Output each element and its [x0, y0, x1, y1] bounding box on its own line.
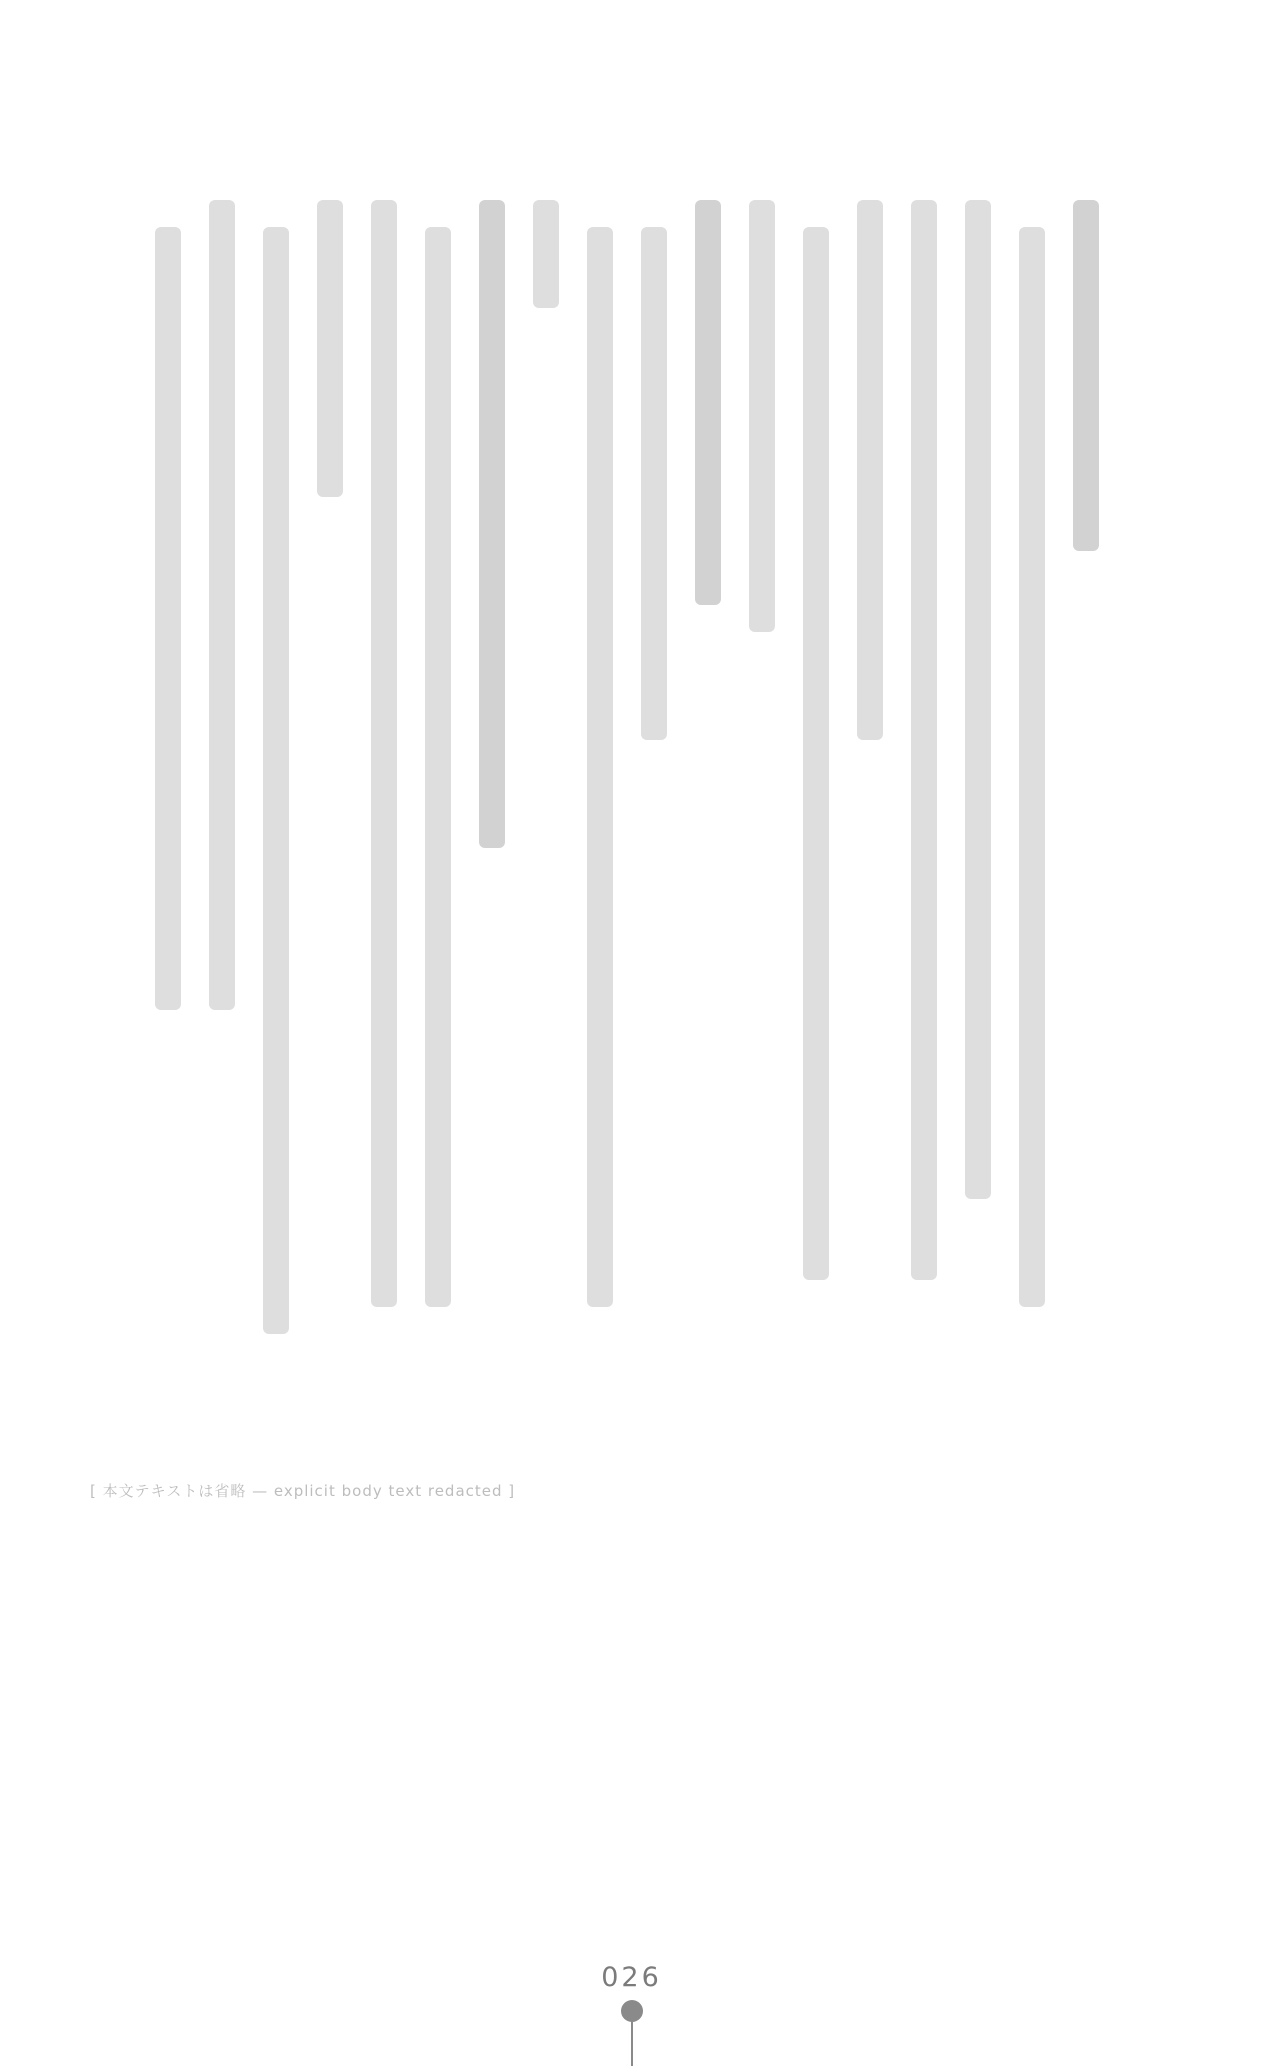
page-number: 026 [601, 1962, 662, 1993]
redacted-text-line [425, 227, 451, 1307]
redacted-text-line [371, 200, 397, 1307]
redacted-text-line [749, 200, 775, 632]
redacted-text-line [965, 200, 991, 1199]
redacted-text-line [155, 227, 181, 1010]
redacted-text-line [263, 227, 289, 1334]
redacted-text-line [911, 200, 937, 1280]
binding-ornament-line [631, 2020, 633, 2066]
redacted-text-line [1073, 200, 1099, 551]
redacted-text-line [533, 200, 559, 308]
redacted-text-line [1019, 227, 1045, 1307]
redacted-text-line [317, 200, 343, 497]
redacted-text-line [587, 227, 613, 1307]
redacted-text-line [641, 227, 667, 740]
redacted-text-line [479, 200, 505, 848]
redacted-text-line [209, 200, 235, 1010]
redacted-text-line [695, 200, 721, 605]
redaction-notice: [ 本文テキストは省略 — explicit body text redacted ] [90, 1482, 516, 1500]
redacted-text-line [803, 227, 829, 1280]
redacted-text-line [857, 200, 883, 740]
binding-ornament-circle-icon [621, 2000, 643, 2022]
text-block [141, 200, 1113, 1340]
